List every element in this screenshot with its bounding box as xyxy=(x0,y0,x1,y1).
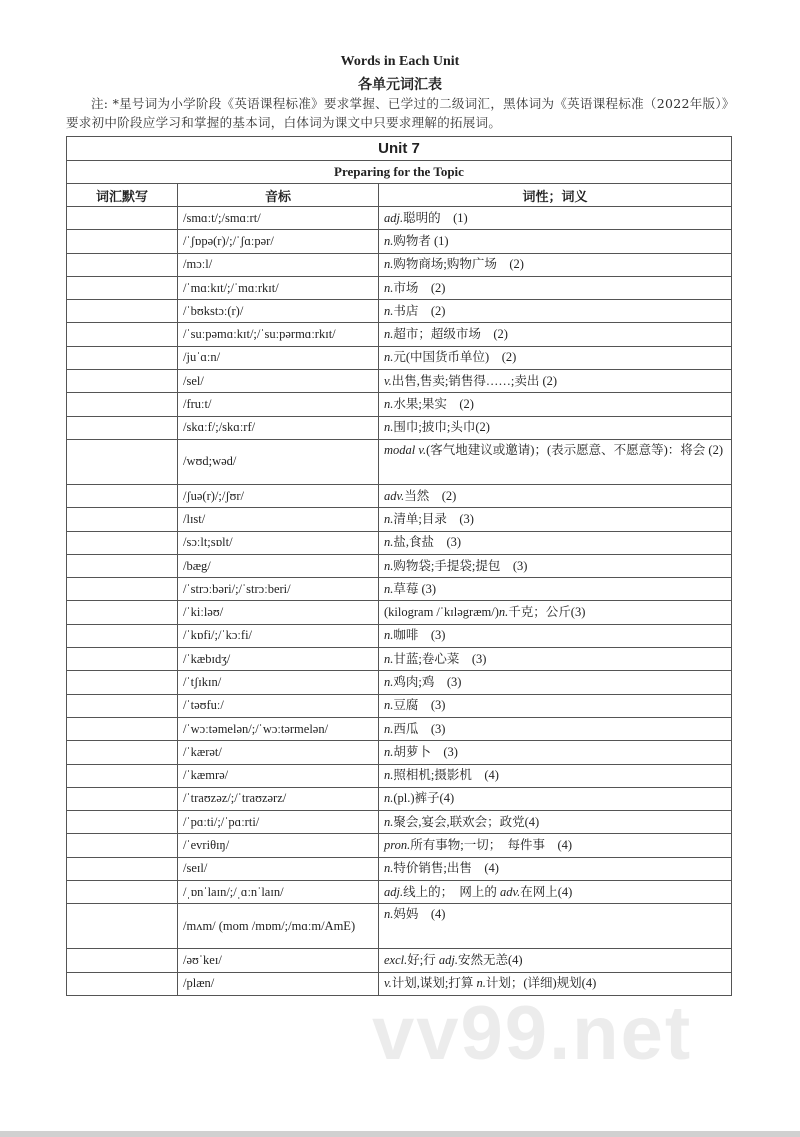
meaning-text: 妈妈 (4) xyxy=(393,907,446,922)
meaning-text: 围巾;披巾;头巾(2) xyxy=(393,420,490,435)
phonetic-cell: /lɪst/ xyxy=(178,508,379,531)
word-dictation-cell[interactable] xyxy=(67,578,178,601)
meaning-text: 在网上(4) xyxy=(520,884,573,899)
table-row xyxy=(67,972,732,995)
part-of-speech: adj. xyxy=(384,884,404,899)
word-dictation-cell[interactable] xyxy=(67,601,178,624)
word-dictation-cell[interactable] xyxy=(67,416,178,439)
part-of-speech: adv. xyxy=(500,884,521,899)
meaning-text: 照相机;摄影机 (4) xyxy=(393,768,499,783)
meaning-text: 咖啡 (3) xyxy=(393,628,446,643)
meaning-cell xyxy=(379,253,732,276)
phonetic-cell: /ˈkiːləʊ/ xyxy=(178,601,379,624)
phonetic-cell: /ˈsuːpəmɑːkɪt/;/ˈsuːpərmɑːrkɪt/ xyxy=(178,323,379,346)
meaning-text: 聪明的 (1) xyxy=(403,210,468,225)
meaning-text: 好;行 xyxy=(407,952,439,967)
meaning-text: 水果;果实 (2) xyxy=(393,397,474,412)
phonetic-cell: /mɔːl/ xyxy=(178,253,379,276)
part-of-speech: n. xyxy=(384,674,394,689)
header-meaning: 词性；词义 xyxy=(379,184,732,207)
part-of-speech: n. xyxy=(384,744,394,759)
word-dictation-cell[interactable] xyxy=(67,253,178,276)
part-of-speech: n. xyxy=(384,721,394,736)
phonetic-cell: /ˈʃɒpə(r)/;/ˈʃɑːpər/ xyxy=(178,230,379,253)
meaning-text: 西瓜 (3) xyxy=(393,721,446,736)
meaning-text: (客气地建议或邀请)；(表示愿意、不愿意等)：将会 (2) xyxy=(426,442,723,457)
phonetic-cell: /smɑːt/;/smɑːrt/ xyxy=(178,207,379,230)
table-row xyxy=(67,484,732,507)
meaning-cell xyxy=(379,972,732,995)
bottom-bar xyxy=(0,1131,800,1137)
phonetic-cell: /fruːt/ xyxy=(178,393,379,416)
word-dictation-cell[interactable] xyxy=(67,624,178,647)
meaning-text: 所有事物;一切； 每件事 (4) xyxy=(410,838,573,853)
table-row xyxy=(67,949,732,972)
table-row xyxy=(67,578,732,601)
part-of-speech: n. xyxy=(384,814,394,829)
part-of-speech: modal v. xyxy=(384,442,427,457)
table-row xyxy=(67,346,732,369)
meaning-text: 安然无恙(4) xyxy=(457,952,523,967)
phonetic-cell: /sel/ xyxy=(178,370,379,393)
meaning-text: 计划；(详细)规划(4) xyxy=(485,976,597,991)
table-row xyxy=(67,741,732,764)
word-dictation-cell[interactable] xyxy=(67,531,178,554)
meaning-text: 计划,谋划;打算 xyxy=(391,976,477,991)
part-of-speech: n. xyxy=(384,280,394,295)
part-of-speech: n. xyxy=(384,861,394,876)
table-row xyxy=(67,508,732,531)
meaning-cell xyxy=(379,949,732,972)
meaning-cell xyxy=(379,741,732,764)
word-dictation-cell[interactable] xyxy=(67,346,178,369)
part-of-speech: n. xyxy=(384,558,394,573)
part-of-speech: n. xyxy=(384,768,394,783)
meaning-cell xyxy=(379,671,732,694)
header-word: 词汇默写 xyxy=(67,184,178,207)
word-dictation-cell[interactable] xyxy=(67,881,178,904)
meaning-text: (pl.)裤子(4) xyxy=(393,791,455,806)
phonetic-cell: /ˈpɑːti/;/ˈpɑːrti/ xyxy=(178,811,379,834)
meaning-text: 出售,售卖;销售得……;卖出 (2) xyxy=(391,373,558,388)
meaning-cell xyxy=(379,416,732,439)
phonetic-cell: /plæn/ xyxy=(178,972,379,995)
meaning-text: 清单;目录 (3) xyxy=(393,511,474,526)
meaning-text: 当然 (2) xyxy=(404,488,457,503)
table-row xyxy=(67,787,732,810)
part-of-speech: n. xyxy=(384,420,394,435)
table-row xyxy=(67,648,732,671)
meaning-cell xyxy=(379,694,732,717)
meaning-text: 草莓 (3) xyxy=(393,581,437,596)
part-of-speech: n. xyxy=(384,651,394,666)
meaning-cell xyxy=(379,439,732,484)
word-dictation-cell[interactable] xyxy=(67,787,178,810)
meaning-text: 购物商场;购物广场 (2) xyxy=(393,257,524,272)
meaning-text: 千克；公斤(3) xyxy=(508,605,586,620)
meaning-cell xyxy=(379,834,732,857)
meaning-text: 甘蓝;卷心菜 (3) xyxy=(393,651,487,666)
table-row xyxy=(67,230,732,253)
meaning-text: 胡萝卜 (3) xyxy=(393,744,458,759)
word-dictation-cell[interactable] xyxy=(67,857,178,880)
table-row xyxy=(67,531,732,554)
table-row xyxy=(67,276,732,299)
header-phonetic: 音标 xyxy=(178,184,379,207)
part-of-speech: n. xyxy=(476,976,486,991)
meaning-text: 盐,食盐 (3) xyxy=(393,535,462,550)
table-row xyxy=(67,300,732,323)
phonetic-cell: /ʃuə(r)/;/ʃʊr/ xyxy=(178,484,379,507)
part-of-speech: n. xyxy=(384,628,394,643)
word-dictation-cell[interactable] xyxy=(67,648,178,671)
phonetic-cell: /ˌɒnˈlaɪn/;/ˌɑːnˈlaɪn/ xyxy=(178,881,379,904)
part-of-speech: n. xyxy=(384,907,394,922)
meaning-cell xyxy=(379,717,732,740)
meaning-cell xyxy=(379,764,732,787)
phonetic-cell: /skɑːf/;/skɑːrf/ xyxy=(178,416,379,439)
table-row xyxy=(67,811,732,834)
watermark: vv99.net xyxy=(372,991,693,1076)
word-dictation-cell[interactable] xyxy=(67,834,178,857)
phonetic-cell: /mʌm/ (mom /mɒm/;/mɑːm/AmE) xyxy=(178,904,379,949)
table-row xyxy=(67,857,732,880)
part-of-speech: n. xyxy=(384,511,394,526)
table-row xyxy=(67,207,732,230)
table-row xyxy=(67,671,732,694)
section-row xyxy=(67,161,732,184)
meaning-text: 购物者 (1) xyxy=(393,233,449,248)
phonetic-cell: /ˈwɔːtəmelən/;/ˈwɔːtərmelən/ xyxy=(178,717,379,740)
phonetic-cell: /əʊˈkeɪ/ xyxy=(178,949,379,972)
word-dictation-cell[interactable] xyxy=(67,764,178,787)
table-row xyxy=(67,717,732,740)
phonetic-cell: /ˈkæbɪdʒ/ xyxy=(178,648,379,671)
meaning-cell xyxy=(379,531,732,554)
meaning-text: 特价销售;出售 (4) xyxy=(393,861,499,876)
meaning-cell xyxy=(379,811,732,834)
vocabulary-table xyxy=(66,136,732,996)
part-of-speech: n. xyxy=(384,698,394,713)
phonetic-cell: /ˈmɑːkɪt/;/ˈmɑːrkɪt/ xyxy=(178,276,379,299)
meaning-cell xyxy=(379,787,732,810)
document-title: Words in Each Unit xyxy=(340,54,460,69)
phonetic-cell: /ˈevriθɪŋ/ xyxy=(178,834,379,857)
meaning-cell xyxy=(379,300,732,323)
header-row xyxy=(67,184,732,207)
part-of-speech: n. xyxy=(384,535,394,550)
word-dictation-cell[interactable] xyxy=(67,972,178,995)
word-dictation-cell[interactable] xyxy=(67,370,178,393)
part-of-speech: pron. xyxy=(384,838,411,853)
meaning-text: 书店 (2) xyxy=(393,303,446,318)
meaning-cell xyxy=(379,323,732,346)
word-dictation-cell[interactable] xyxy=(67,741,178,764)
table-row xyxy=(67,323,732,346)
table-row xyxy=(67,393,732,416)
unit-row xyxy=(67,137,732,161)
word-dictation-cell[interactable] xyxy=(67,230,178,253)
phonetic-cell: /ˈtʃɪkɪn/ xyxy=(178,671,379,694)
word-dictation-cell[interactable] xyxy=(67,717,178,740)
phonetic-cell: /ˈkærət/ xyxy=(178,741,379,764)
part-of-speech: n. xyxy=(384,257,394,272)
phonetic-cell: /bæg/ xyxy=(178,554,379,577)
word-dictation-cell[interactable] xyxy=(67,671,178,694)
part-of-speech: n. xyxy=(384,791,394,806)
meaning-text: 超市；超级市场 (2) xyxy=(393,327,508,342)
part-of-speech: adj. xyxy=(438,952,458,967)
table-row xyxy=(67,601,732,624)
meaning-cell xyxy=(379,578,732,601)
table-row xyxy=(67,764,732,787)
meaning-text: 元(中国货币单位) (2) xyxy=(393,350,517,365)
part-of-speech: excl. xyxy=(384,952,408,967)
part-of-speech: adj. xyxy=(384,210,404,225)
meaning-text: 鸡肉;鸡 (3) xyxy=(393,674,462,689)
word-dictation-cell[interactable] xyxy=(67,694,178,717)
word-dictation-cell[interactable] xyxy=(67,300,178,323)
meaning-cell xyxy=(379,276,732,299)
part-of-speech: n. xyxy=(384,581,394,596)
meaning-cell xyxy=(379,370,732,393)
meaning-cell xyxy=(379,554,732,577)
meaning-cell xyxy=(379,857,732,880)
part-of-speech: v. xyxy=(384,373,392,388)
meaning-text: (kilogram /ˈkɪləgræm/) xyxy=(384,605,499,620)
word-dictation-cell[interactable] xyxy=(67,904,178,949)
table-row xyxy=(67,370,732,393)
table-row xyxy=(67,834,732,857)
unit-title: Unit 7 xyxy=(67,137,732,161)
table-row xyxy=(67,439,732,484)
phonetic-cell: /ˈtəʊfuː/ xyxy=(178,694,379,717)
meaning-cell xyxy=(379,508,732,531)
meaning-cell xyxy=(379,346,732,369)
word-dictation-cell[interactable] xyxy=(67,949,178,972)
note-paragraph: 注: *星号词为小学阶段《英语课程标准》要求掌握、已学过的二级词汇，黑体词为《英语课程标准（2022年版）》要求初中阶段应学习和掌握的基本词，白体词为课文中只要求理解的拓展词。 xyxy=(66,96,729,130)
meaning-cell xyxy=(379,648,732,671)
phonetic-cell: /ˈkæmrə/ xyxy=(178,764,379,787)
part-of-speech: n. xyxy=(384,397,394,412)
part-of-speech: n. xyxy=(384,303,394,318)
meaning-text: 豆腐 (3) xyxy=(393,698,446,713)
meaning-cell xyxy=(379,207,732,230)
meaning-cell xyxy=(379,904,732,949)
table-row xyxy=(67,904,732,949)
word-dictation-cell[interactable] xyxy=(67,554,178,577)
word-dictation-cell[interactable] xyxy=(67,811,178,834)
meaning-cell xyxy=(379,393,732,416)
phonetic-cell: /seɪl/ xyxy=(178,857,379,880)
meaning-cell xyxy=(379,484,732,507)
meaning-text: 市场 (2) xyxy=(393,280,446,295)
meaning-cell xyxy=(379,624,732,647)
phonetic-cell: /ˈkɒfi/;/ˈkɔːfi/ xyxy=(178,624,379,647)
table-row xyxy=(67,694,732,717)
phonetic-cell: /sɔːlt;sɒlt/ xyxy=(178,531,379,554)
part-of-speech: n. xyxy=(384,233,394,248)
table-row xyxy=(67,416,732,439)
meaning-cell xyxy=(379,881,732,904)
meaning-cell xyxy=(379,601,732,624)
document-subtitle: 各单元词汇表 xyxy=(358,77,442,93)
meaning-text: 聚会,宴会,联欢会；政党(4) xyxy=(393,814,540,829)
meaning-cell xyxy=(379,230,732,253)
word-dictation-cell[interactable] xyxy=(67,439,178,484)
table-row xyxy=(67,554,732,577)
phonetic-cell: /ˈstrɔːbəri/;/ˈstrɔːberi/ xyxy=(178,578,379,601)
word-dictation-cell[interactable] xyxy=(67,484,178,507)
word-dictation-cell[interactable] xyxy=(67,508,178,531)
phonetic-cell: /ˈtraʊzəz/;/ˈtraʊzərz/ xyxy=(178,787,379,810)
table-row xyxy=(67,881,732,904)
part-of-speech: n. xyxy=(384,327,394,342)
phonetic-cell: /juˈɑːn/ xyxy=(178,346,379,369)
part-of-speech: n. xyxy=(384,350,394,365)
phonetic-cell: /ˈbʊkstɔː(r)/ xyxy=(178,300,379,323)
word-dictation-cell[interactable] xyxy=(67,276,178,299)
part-of-speech: adv. xyxy=(384,488,405,503)
word-dictation-cell[interactable] xyxy=(67,207,178,230)
part-of-speech: n. xyxy=(498,605,509,620)
meaning-text: 购物袋;手提袋;提包 (3) xyxy=(393,558,528,573)
table-row xyxy=(67,253,732,276)
part-of-speech: v. xyxy=(384,976,392,991)
word-dictation-cell[interactable] xyxy=(67,393,178,416)
meaning-text: 线上的； 网上的 xyxy=(403,884,500,899)
phonetic-cell: /wʊd;wəd/ xyxy=(178,439,379,484)
word-dictation-cell[interactable] xyxy=(67,323,178,346)
table-row xyxy=(67,624,732,647)
section-title: Preparing for the Topic xyxy=(67,161,732,184)
